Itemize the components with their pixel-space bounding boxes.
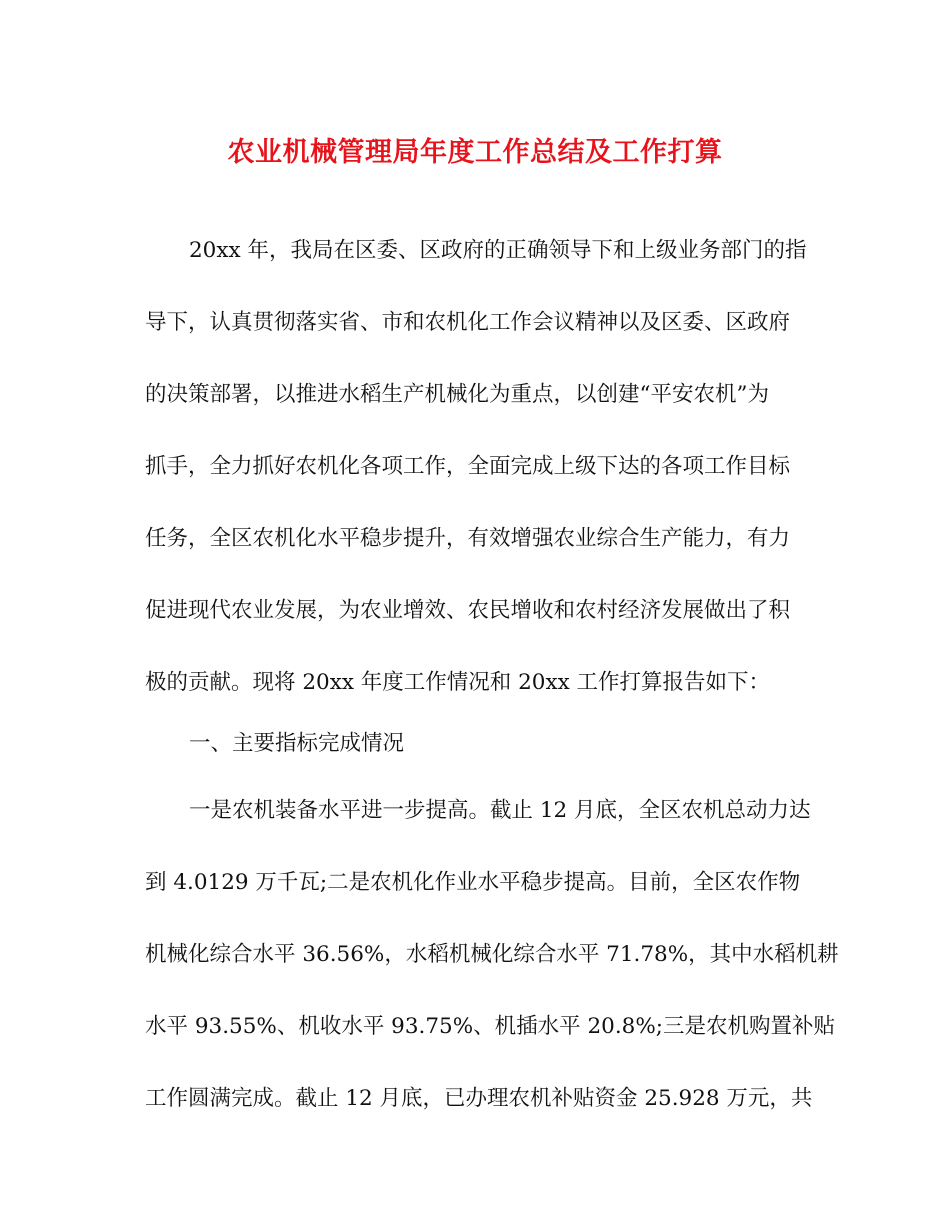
text-line: 抓手，全力抓好农机化各项工作，全面完成上级下达的各项工作目标 bbox=[145, 454, 791, 479]
text-line: 导下，认真贯彻落实省、市和农机化工作会议精神以及区委、区政府 bbox=[145, 310, 791, 335]
text-line: 20xx 年，我局在区委、区政府的正确领导下和上级业务部门的指 bbox=[189, 238, 807, 263]
text-line: 机械化综合水平 36.56%，水稻机械化综合水平 71.78%，其中水稻机耕 bbox=[145, 942, 839, 967]
text-line: 极的贡献。现将 20xx 年度工作情况和 20xx 工作打算报告如下： bbox=[145, 670, 771, 695]
section-heading: 一、主要指标完成情况 bbox=[189, 731, 405, 756]
text-line: 任务，全区农机化水平稳步提升，有效增强农业综合生产能力，有力 bbox=[145, 526, 791, 551]
text-line: 到 4.0129 万千瓦;二是农机化作业水平稳步提高。目前，全区农作物 bbox=[145, 870, 801, 895]
document-body bbox=[145, 215, 839, 1135]
section-paragraph bbox=[145, 775, 839, 1135]
text-line: 的决策部署，以推进水稻生产机械化为重点，以创建“平安农机”为 bbox=[145, 382, 769, 407]
text-line: 工作圆满完成。截止 12 月底，已办理农机补贴资金 25.928 万元，共 bbox=[145, 1086, 813, 1111]
text-line: 促进现代农业发展，为农业增效、农民增收和农村经济发展做出了积 bbox=[145, 598, 791, 623]
text-line: 水平 93.55%、机收水平 93.75%、机插水平 20.8%;三是农机购置补贴 bbox=[145, 1014, 836, 1039]
intro-paragraph bbox=[145, 215, 807, 719]
text-line: 一是农机装备水平进一步提高。截止 12 月底，全区农机总动力达 bbox=[189, 798, 811, 823]
document-title: 农业机械管理局年度工作总结及工作打算 bbox=[227, 137, 723, 168]
